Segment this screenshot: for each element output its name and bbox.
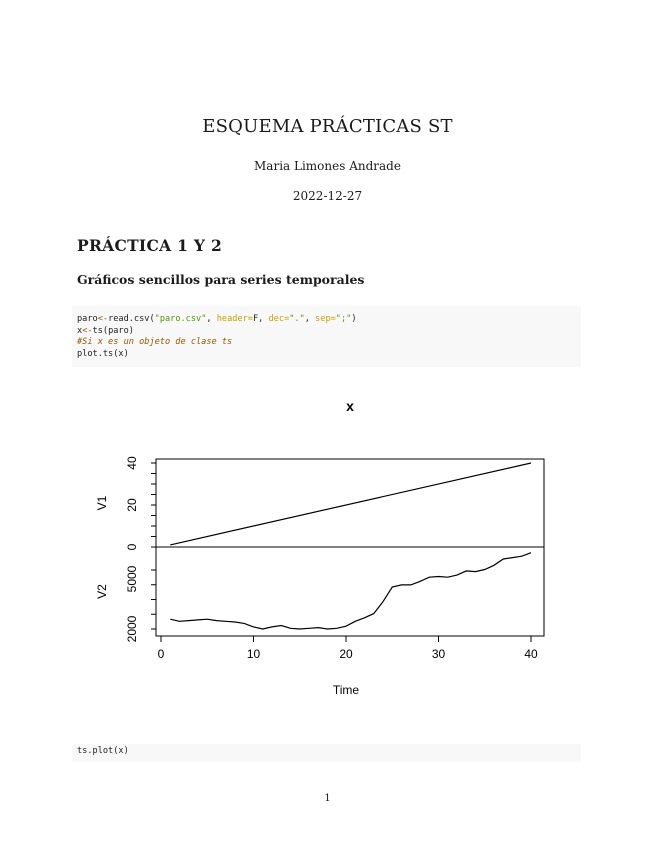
ytick-label-V1: 20 [125, 498, 139, 512]
ytick-label-V2: 5000 [125, 565, 139, 593]
page-number: 1 [324, 793, 331, 804]
author-name: Maria Limones Andrade [254, 159, 401, 173]
ytick-label-V1: 40 [125, 456, 139, 470]
section-heading: PRÁCTICA 1 Y 2 [77, 236, 223, 255]
series-line-V1 [170, 463, 531, 545]
time-series-chart [80, 392, 570, 711]
subsection-heading: Gráficos sencillos para series temporales [77, 272, 365, 287]
code-line-ts-plot: ts.plot(x) [77, 746, 129, 756]
document-title: ESQUEMA PRÁCTICAS ST [202, 116, 453, 137]
code-line-4: plot.ts(x) [77, 348, 129, 359]
ylabel-V1: V1 [95, 495, 109, 511]
ytick-label-V1: 0 [125, 543, 139, 551]
xlabel: Time [332, 683, 360, 697]
panel-frame-V1 [156, 459, 544, 547]
panel-frame-V2 [156, 547, 544, 636]
xtick-label: 0 [157, 647, 165, 661]
code-line-1: paro<-read.csv("paro.csv", header=F, dec=".", sep=";") [77, 314, 357, 324]
code-block-ts-plot [72, 744, 581, 762]
ylabel-V2: V2 [95, 584, 109, 599]
code-block-read-csv [72, 306, 581, 367]
xtick-label: 30 [431, 647, 446, 661]
ytick-label-V2: 2000 [125, 615, 139, 643]
xtick-label: 20 [339, 647, 353, 661]
xtick-label: 40 [524, 647, 538, 661]
document-date: 2022-12-27 [292, 189, 363, 203]
chart-svg [80, 392, 570, 707]
chart-title: x [346, 398, 354, 414]
code-line-3-comment: #Si x es un objeto de clase ts [77, 337, 233, 347]
series-line-V2 [170, 553, 531, 629]
xtick-label: 10 [246, 647, 261, 661]
code-line-2: x<-ts(paro) [77, 325, 134, 336]
